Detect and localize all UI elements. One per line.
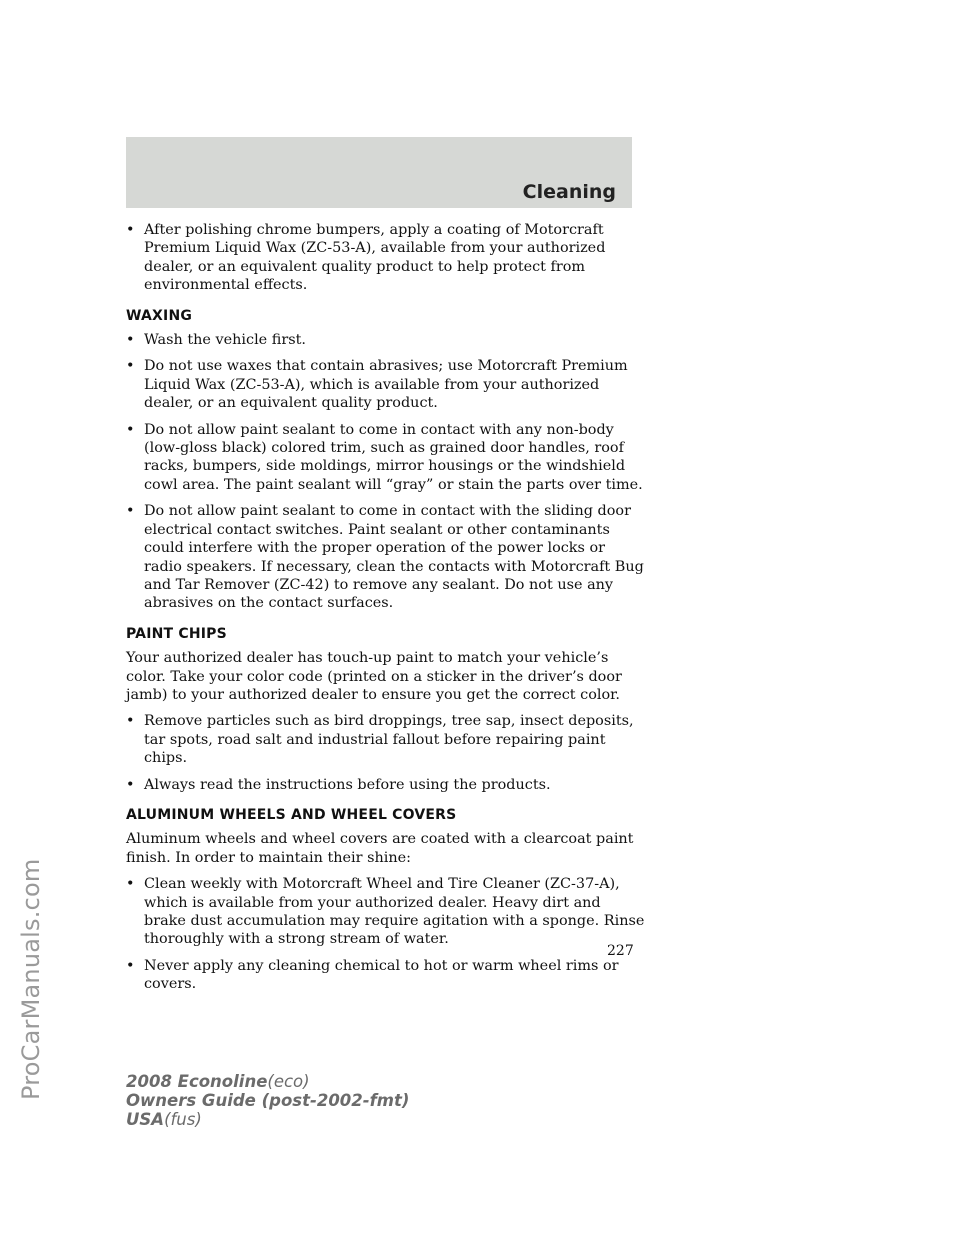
list-item-text: Do not allow paint sealant to come in contact with the sliding door electrical contact switches. Paint sealant or other contaminants could interfere with the proper operation of the power locks or radio speakers. If necessary, clean the contacts with Motorcraft Bug and Tar Remover (ZC-42) to remove any sealant. Do not use any abrasives on the contact surfaces. — [144, 503, 644, 612]
watermark: ProCarManuals.com — [17, 858, 45, 1100]
list-item — [126, 421, 646, 495]
bullet-glyph: • — [126, 332, 135, 349]
footer-region-code: (fus) — [164, 1110, 202, 1129]
list-item — [126, 502, 646, 612]
bullet-glyph: • — [126, 503, 135, 520]
list-item — [126, 712, 646, 767]
page-content — [126, 221, 646, 1002]
document-footer — [126, 1072, 409, 1129]
list-item — [126, 875, 646, 949]
heading-paint-chips: PAINT CHIPS — [126, 625, 227, 642]
footer-region: USA — [126, 1110, 165, 1129]
section-title: Cleaning — [522, 181, 616, 203]
paragraph: Your authorized dealer has touch-up paint to match your vehicle’s color. Take your color code (printed on a sticker in the driver’s door jamb) to your authorized dealer to ensure you get the correct color. — [126, 650, 622, 703]
footer-line-model — [126, 1072, 409, 1091]
list-item — [126, 221, 646, 295]
list-item-text: After polishing chrome bumpers, apply a coating of Motorcraft Premium Liquid Wax (ZC-53-A), available from your authorized dealer, or an equivalent quality product to help protect from environmental effects. — [144, 222, 606, 294]
heading-waxing: WAXING — [126, 307, 193, 324]
bullet-glyph: • — [126, 876, 135, 893]
list-item-text: Never apply any cleaning chemical to hot or warm wheel rims or covers. — [144, 957, 619, 993]
list-item-text: Do not allow paint sealant to come in contact with any non-body (low-gloss black) colored trim, such as grained door handles, roof racks, bumpers, side moldings, mirror housings or the windshield cowl area. The paint sealant will “gray” or stain the parts over time. — [144, 421, 643, 493]
bullet-glyph: • — [126, 222, 135, 238]
footer-line-guide — [126, 1091, 409, 1110]
list-item — [126, 357, 646, 412]
list-item — [126, 331, 646, 349]
footer-line-region — [126, 1110, 409, 1129]
bullet-glyph: • — [126, 957, 135, 974]
list-item-text: Wash the vehicle first. — [144, 332, 306, 349]
bullet-glyph: • — [126, 421, 135, 438]
bullet-glyph: • — [126, 776, 135, 793]
paragraph: Aluminum wheels and wheel covers are coated with a clearcoat paint finish. In order to maintain their shine: — [126, 831, 634, 866]
page-number: 227 — [607, 943, 634, 959]
heading-aluminum-wheels: ALUMINUM WHEELS AND WHEEL COVERS — [126, 806, 457, 823]
section-header-band — [126, 137, 632, 208]
list-item-text: Always read the instructions before using the products. — [144, 776, 551, 793]
bullet-glyph: • — [126, 358, 135, 375]
list-item-text: Remove particles such as bird droppings, tree sap, insect deposits, tar spots, road salt and industrial fallout before repairing paint chips. — [144, 713, 634, 767]
bullet-glyph: • — [126, 713, 135, 730]
footer-model: 2008 Econoline — [126, 1072, 268, 1091]
list-item — [126, 957, 646, 994]
list-item — [126, 776, 646, 794]
list-item-text: Do not use waxes that contain abrasives; use Motorcraft Premium Liquid Wax (ZC-53-A), which is available from your authorized dealer, or an equivalent quality product. — [144, 358, 628, 412]
footer-model-code: (eco) — [267, 1072, 310, 1091]
footer-guide: Owners Guide (post-2002-fmt) — [126, 1091, 410, 1110]
list-item-text: Clean weekly with Motorcraft Wheel and Tire Cleaner (ZC-37-A), which is available from your authorized dealer. Heavy dirt and brake dust accumulation may require agitation with a sponge. Rinse thoroughly with a strong stream of water. — [144, 876, 645, 948]
